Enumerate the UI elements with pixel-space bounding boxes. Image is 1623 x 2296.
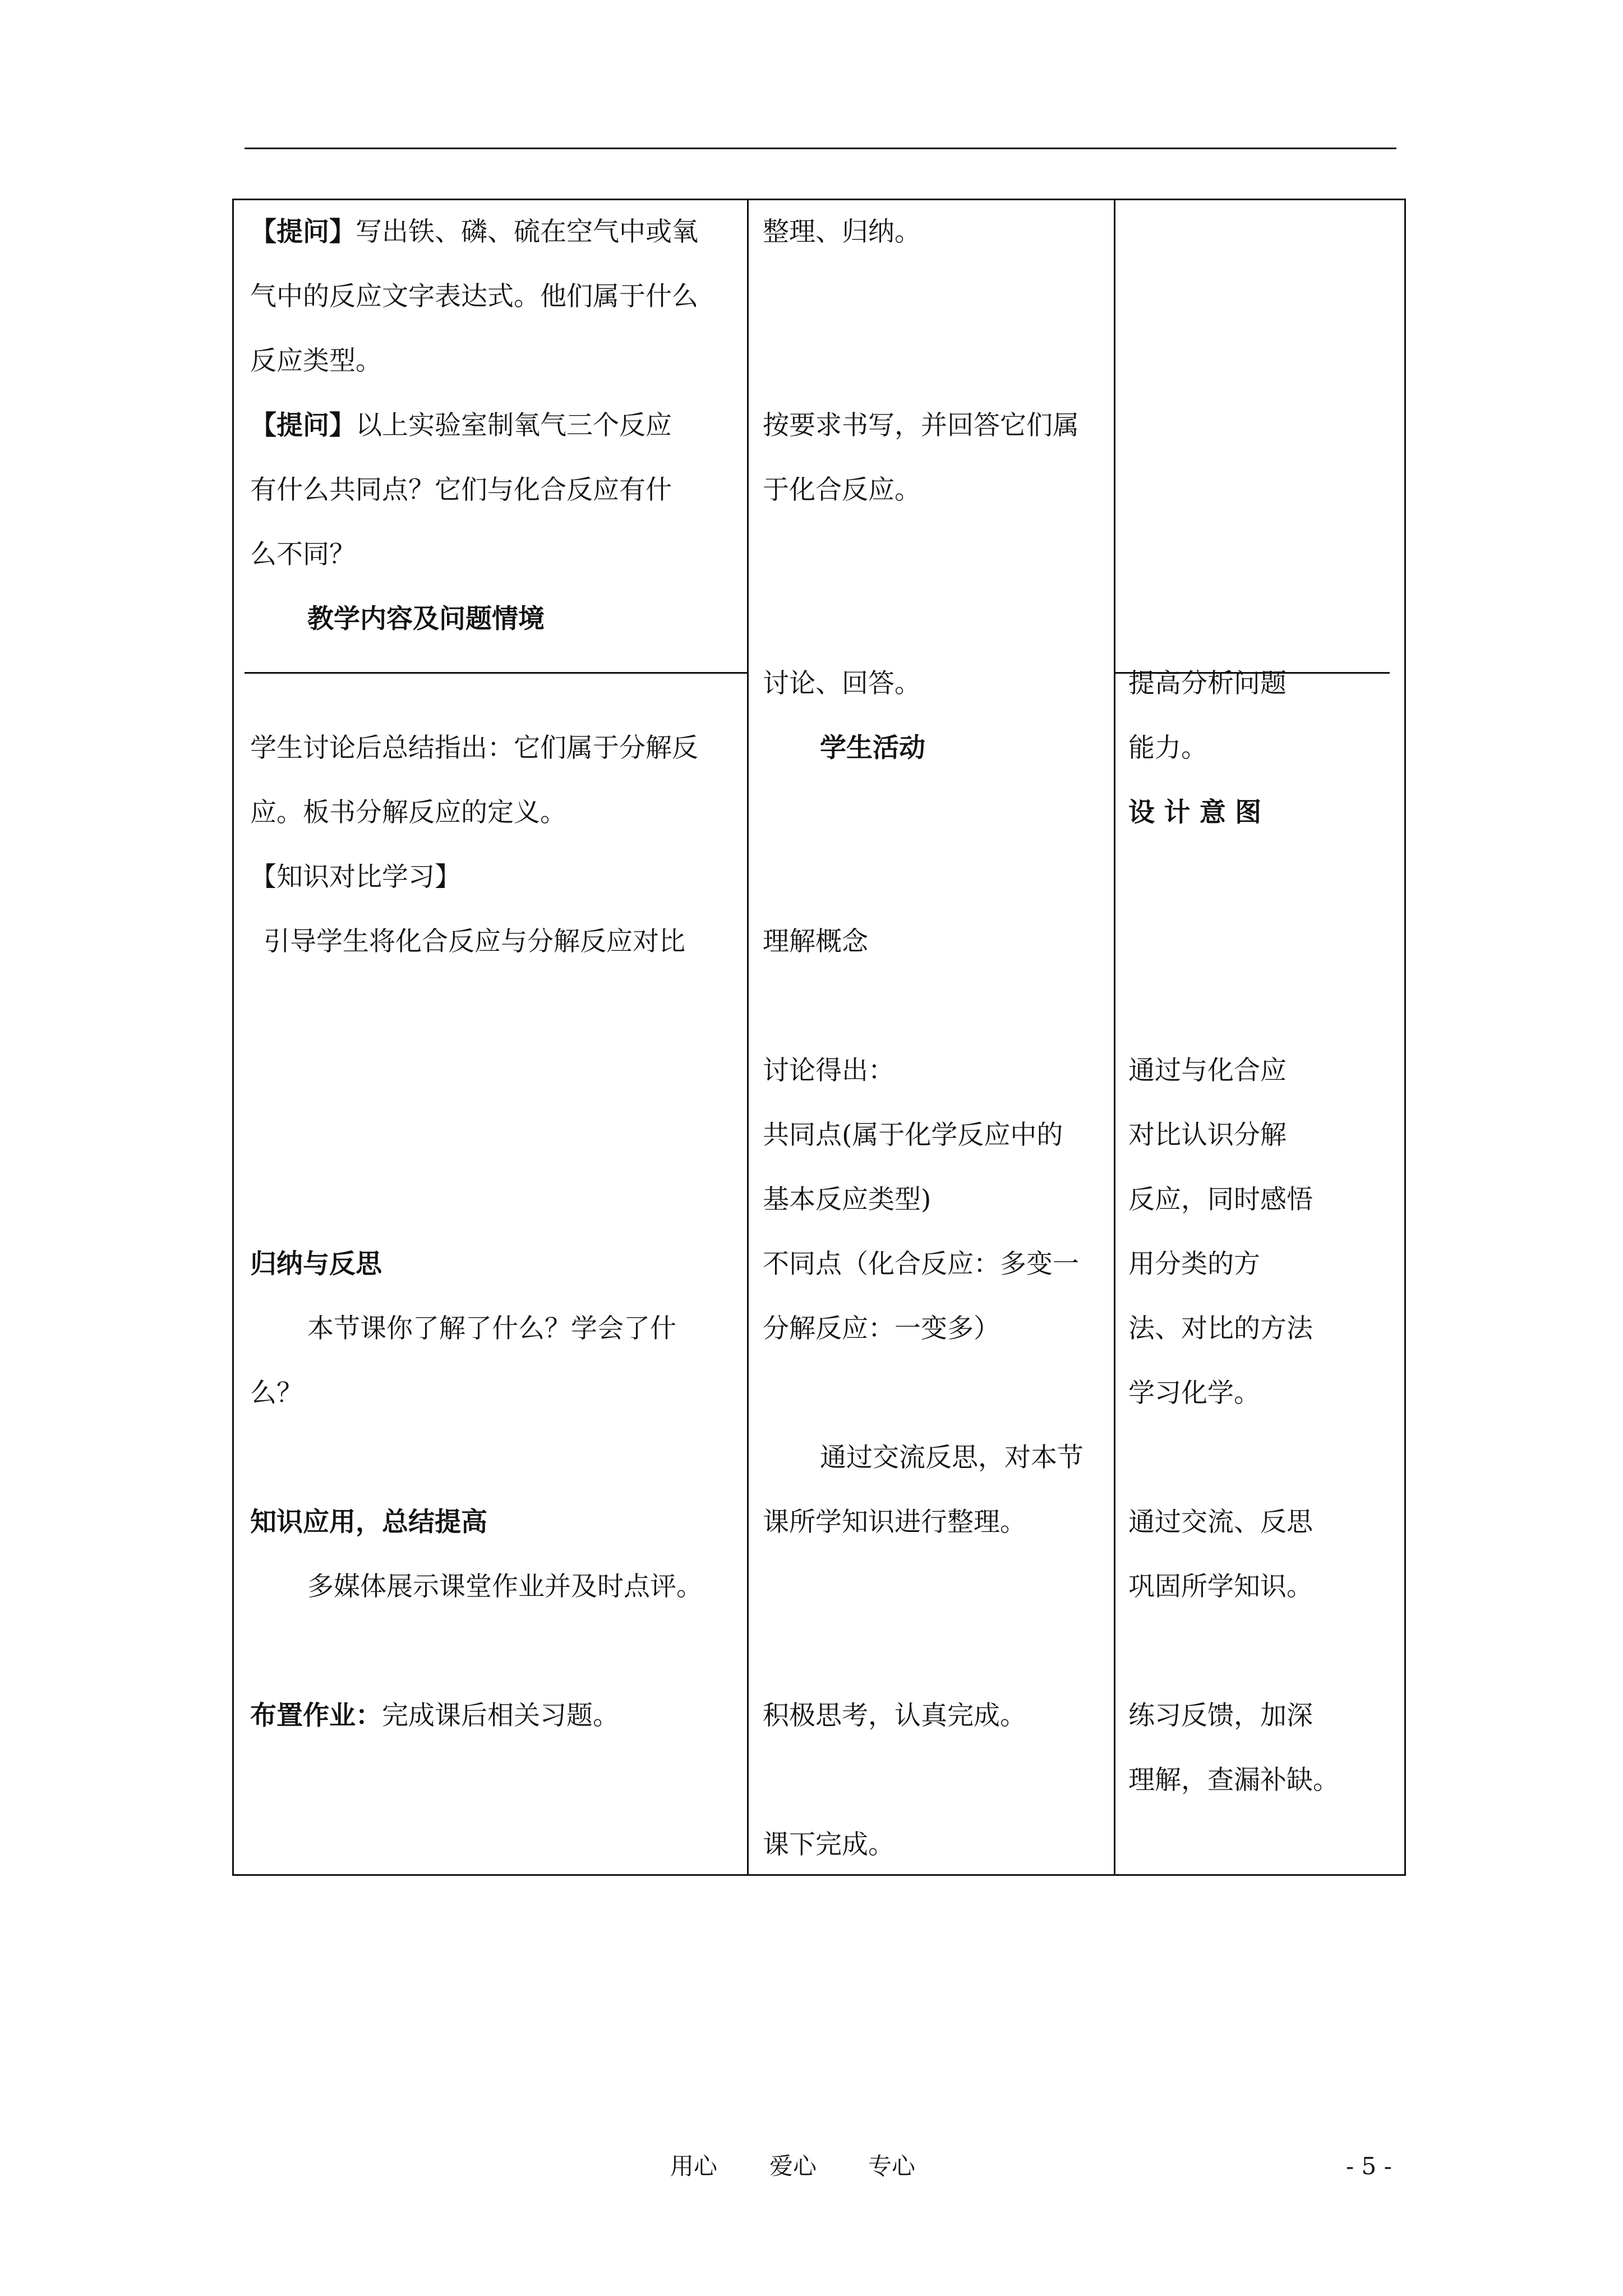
design-compare-line-3: 反应，同时感悟 <box>1128 1184 1313 1215</box>
design-compare-line-4: 用分类的方 <box>1128 1249 1260 1280</box>
design-line-2: 能力。 <box>1128 733 1207 763</box>
header-rule <box>245 148 1396 149</box>
activity-reflect-line-1: 通过交流反思，对本节 <box>820 1442 1083 1473</box>
design-compare-line-5: 法、对比的方法 <box>1128 1313 1313 1344</box>
question-2-line-2: 有什么共同点？它们与化合反应有什 <box>250 475 672 505</box>
design-compare-line-6: 学习化学。 <box>1128 1378 1260 1409</box>
question-2-line-3: 么不同？ <box>250 539 356 570</box>
column-divider-1 <box>747 199 749 1876</box>
activity-write-line-1: 按要求书写，并回答它们属 <box>763 410 1079 441</box>
row-divider-left <box>245 672 747 674</box>
activity-conclusion-line-1: 讨论得出： <box>763 1055 895 1086</box>
activity-conclusion-line-4: 不同点（化合反应：多变一 <box>763 1249 1079 1280</box>
column-divider-2 <box>1114 199 1115 1876</box>
design-line-1: 提高分析问题 <box>1128 668 1287 699</box>
heading-teaching-content: 教学内容及问题情境 <box>307 604 545 634</box>
question-1-line-3: 反应类型。 <box>250 346 382 376</box>
homework-line: 布置作业：完成课后相关习题。 <box>250 1700 619 1731</box>
page-number: - 5 - <box>1346 2152 1392 2180</box>
question-2-line-1: 【提问】以上实验室制氧气三个反应 <box>250 410 672 441</box>
activity-conclusion-line-5: 分解反应：一变多） <box>763 1313 1000 1344</box>
compare-tag: 【知识对比学习】 <box>250 862 461 892</box>
compare-line: 引导学生将化合反应与分解反应对比 <box>264 926 685 957</box>
design-reflect-line-1: 通过交流、反思 <box>1128 1507 1313 1538</box>
summary-line-1: 学生讨论后总结指出：它们属于分解反 <box>250 733 698 763</box>
activity-reflect-line-2: 课所学知识进行整理。 <box>763 1507 1026 1538</box>
footer-motto-2: 爱心 <box>769 2152 817 2180</box>
lesson-table <box>232 199 1406 1876</box>
footer-motto-1: 用心 <box>670 2152 718 2180</box>
activity-understand: 理解概念 <box>763 926 868 957</box>
design-compare-line-1: 通过与化合应 <box>1128 1055 1287 1086</box>
reflect-line-2: 么？ <box>250 1378 303 1409</box>
design-compare-line-2: 对比认识分解 <box>1128 1120 1287 1151</box>
apply-title: 知识应用，总结提高 <box>250 1507 487 1538</box>
activity-write-line-2: 于化合反应。 <box>763 475 921 505</box>
activity-conclusion-line-3: 基本反应类型) <box>763 1184 932 1215</box>
apply-line: 多媒体展示课堂作业并及时点评。 <box>307 1571 703 1602</box>
footer-motto-3: 专心 <box>868 2152 916 2180</box>
activity-after-class: 课下完成。 <box>763 1829 895 1860</box>
question-1-line-2: 气中的反应文字表达式。他们属于什么 <box>250 281 698 312</box>
design-practice-line-2: 理解，查漏补缺。 <box>1128 1765 1339 1796</box>
activity-conclusion-line-2: 共同点(属于化学反应中的 <box>763 1120 1063 1151</box>
design-practice-line-1: 练习反馈，加深 <box>1128 1700 1313 1731</box>
heading-student-activity: 学生活动 <box>820 733 925 763</box>
question-1-line-1: 【提问】写出铁、磷、硫在空气中或氧 <box>250 217 698 247</box>
reflect-line-1: 本节课你了解了什么？学会了什 <box>307 1313 676 1344</box>
heading-design-intent: 设 计 意 图 <box>1128 797 1262 828</box>
activity-think: 积极思考，认真完成。 <box>763 1700 1026 1731</box>
design-reflect-line-2: 巩固所学知识。 <box>1128 1571 1313 1602</box>
reflect-title: 归纳与反思 <box>250 1249 382 1280</box>
activity-organize: 整理、归纳。 <box>763 217 921 247</box>
activity-discuss: 讨论、回答。 <box>763 668 921 699</box>
summary-line-2: 应。板书分解反应的定义。 <box>250 797 566 828</box>
